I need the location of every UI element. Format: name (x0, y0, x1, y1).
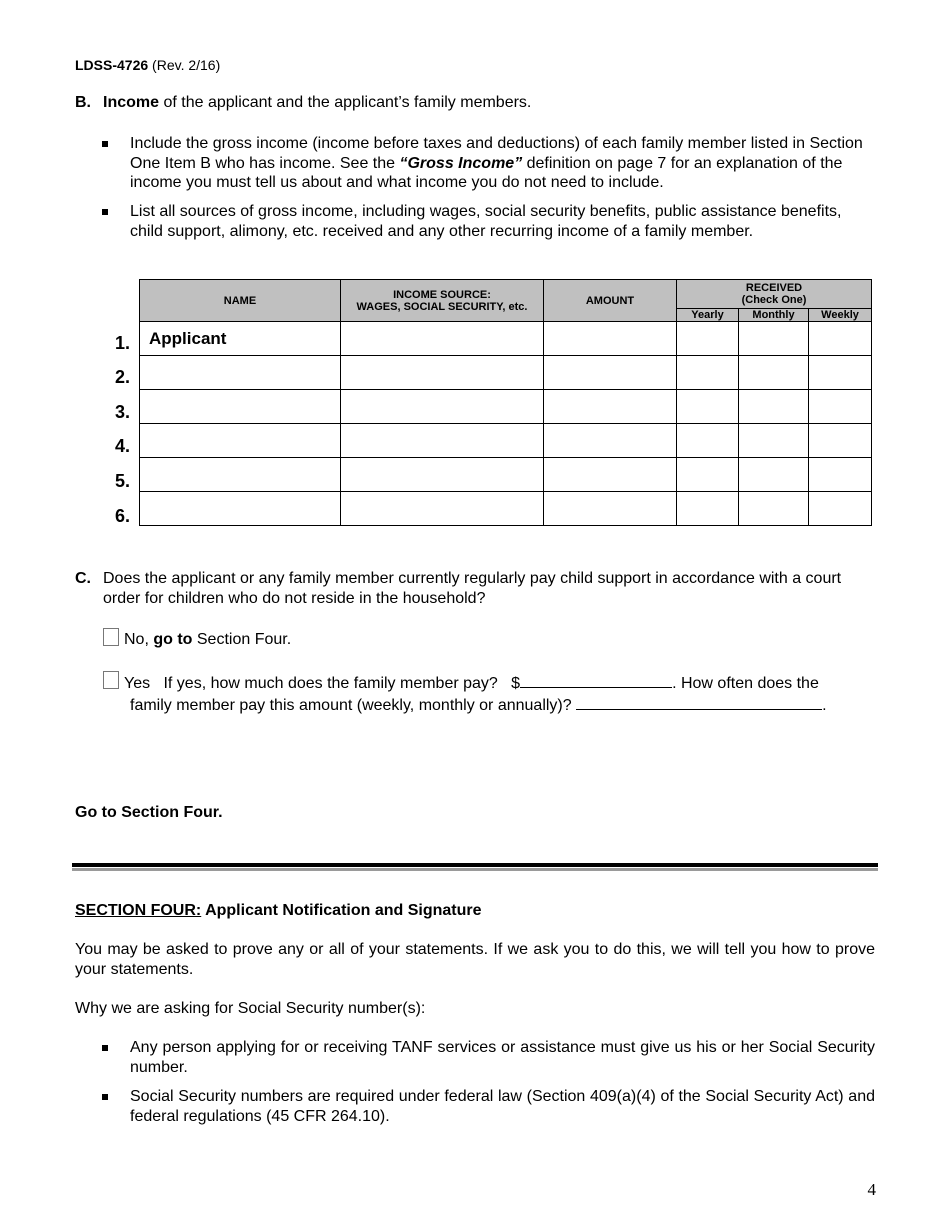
weekly-cell[interactable] (809, 356, 872, 390)
yearly-cell[interactable] (677, 458, 739, 492)
monthly-cell[interactable] (739, 492, 809, 526)
weekly-cell[interactable] (809, 458, 872, 492)
yearly-cell[interactable] (677, 390, 739, 424)
form-revision: (Rev. 2/16) (152, 57, 221, 73)
section-c-letter: C. (75, 570, 91, 587)
no-option-label: No, go to Section Four. (124, 631, 292, 648)
yearly-cell[interactable] (677, 356, 739, 390)
table-row (140, 356, 872, 390)
amount-cell[interactable] (544, 390, 677, 424)
yearly-cell[interactable] (677, 322, 739, 356)
amount-cell[interactable] (544, 492, 677, 526)
bullet-1-text: Include the gross income (income before taxes and deductions) of each family member listed in Section One Item B who has income. See the (130, 135, 863, 172)
row-number: 5. (114, 471, 130, 491)
section-four-title: Applicant Notification and Signature (201, 902, 482, 919)
yearly-cell[interactable] (677, 492, 739, 526)
name-cell[interactable] (140, 424, 341, 458)
yes-option-line-2: family member pay this amount (weekly, monthly or annually)? . (130, 697, 827, 714)
row-number: 2. (114, 367, 130, 387)
section-c-question (75, 569, 865, 609)
income-source-cell[interactable] (341, 356, 544, 390)
row-number: 4. (114, 436, 130, 456)
table-row (140, 390, 872, 424)
gross-income-term: “Gross Income” (399, 154, 523, 172)
amount-cell[interactable] (544, 356, 677, 390)
bullet-square-icon (102, 1045, 108, 1051)
name-cell[interactable]: Applicant (140, 322, 341, 356)
header-received: RECEIVED (Check One) (677, 280, 872, 309)
form-identifier (75, 57, 220, 73)
page-number: 4 (867, 1180, 876, 1199)
section-four-paragraph-2: Why we are asking for Social Security number(s): (75, 1000, 426, 1017)
section-b-title-rest: of the applicant and the applicant’s family members. (159, 94, 532, 111)
amount-cell[interactable] (544, 458, 677, 492)
bullet-1-text-rest: definition on page 7 for an explanation of the income you must tell us about and what income you do not need to include. (130, 154, 843, 191)
row-number: 6. (114, 506, 130, 526)
header-income-source: INCOME SOURCE: WAGES, SOCIAL SECURITY, etc. (341, 280, 544, 322)
weekly-cell[interactable] (809, 492, 872, 526)
table-row (140, 322, 872, 356)
monthly-cell[interactable] (739, 356, 809, 390)
payment-frequency-field[interactable] (576, 695, 822, 710)
section-c-text: Does the applicant or any family member currently regularly pay child support in accordance with a court order for children who do not reside in the household? (103, 570, 842, 607)
weekly-cell[interactable] (809, 390, 872, 424)
weekly-cell[interactable] (809, 322, 872, 356)
monthly-cell[interactable] (739, 322, 809, 356)
weekly-cell[interactable] (809, 424, 872, 458)
ssn-bullet-1: Any person applying for or receiving TANF services or assistance must give us his or her Social Security number. (102, 1038, 875, 1077)
table-row (140, 458, 872, 492)
table-row (140, 424, 872, 458)
header-name: NAME (140, 280, 341, 322)
income-source-cell[interactable] (341, 492, 544, 526)
section-four-heading (75, 901, 875, 921)
monthly-cell[interactable] (739, 458, 809, 492)
section-four-paragraph-1: You may be asked to prove any or all of your statements. If we ask you to do this, we will tell you how to prove your statements. (75, 941, 875, 978)
section-divider (72, 863, 878, 867)
name-cell[interactable] (140, 492, 341, 526)
section-four-label: SECTION FOUR: (75, 902, 202, 919)
yes-option-line-1: Yes If yes, how much does the family member pay? $ . How often does the (124, 675, 819, 692)
header-amount: AMOUNT (544, 280, 677, 322)
section-b-title: Income (103, 94, 160, 111)
income-source-cell[interactable] (341, 322, 544, 356)
table-row (140, 492, 872, 526)
bullet-square-icon (102, 209, 108, 215)
no-checkbox[interactable] (103, 628, 119, 646)
bullet-square-icon (102, 1094, 108, 1100)
header-monthly: Monthly (739, 309, 809, 322)
name-cell[interactable] (140, 458, 341, 492)
bullet-square-icon (102, 141, 108, 147)
header-yearly: Yearly (677, 309, 739, 322)
monthly-cell[interactable] (739, 390, 809, 424)
section-b-letter: B. (75, 94, 91, 111)
income-source-cell[interactable] (341, 458, 544, 492)
payment-amount-field[interactable] (520, 673, 672, 688)
form-number: LDSS-4726 (75, 57, 149, 73)
section-b-heading (75, 94, 531, 112)
yes-checkbox[interactable] (103, 671, 119, 689)
header-weekly: Weekly (809, 309, 872, 322)
section-b-bullet-1 (102, 134, 872, 193)
income-source-cell[interactable] (341, 424, 544, 458)
bullet-2-text: List all sources of gross income, including wages, social security benefits, public assistance benefits, child support, alimony, etc. received and any other recurring income of a family member. (130, 203, 842, 240)
yearly-cell[interactable] (677, 424, 739, 458)
income-source-cell[interactable] (341, 390, 544, 424)
monthly-cell[interactable] (739, 424, 809, 458)
yes-option-label: Yes (124, 675, 151, 692)
section-divider-shadow (72, 868, 878, 871)
ssn-bullet-2: Social Security numbers are required under federal law (Section 409(a)(4) of the Social Security Act) and federal regulations (45 CFR 264.10). (102, 1087, 875, 1126)
row-number: 1. (114, 333, 130, 353)
amount-cell[interactable] (544, 424, 677, 458)
name-cell[interactable] (140, 356, 341, 390)
go-to-section-four: Go to Section Four. (75, 804, 223, 821)
section-b-bullet-2 (102, 202, 872, 241)
amount-cell[interactable] (544, 322, 677, 356)
row-number: 3. (114, 402, 130, 422)
name-cell[interactable] (140, 390, 341, 424)
income-table (139, 279, 872, 526)
